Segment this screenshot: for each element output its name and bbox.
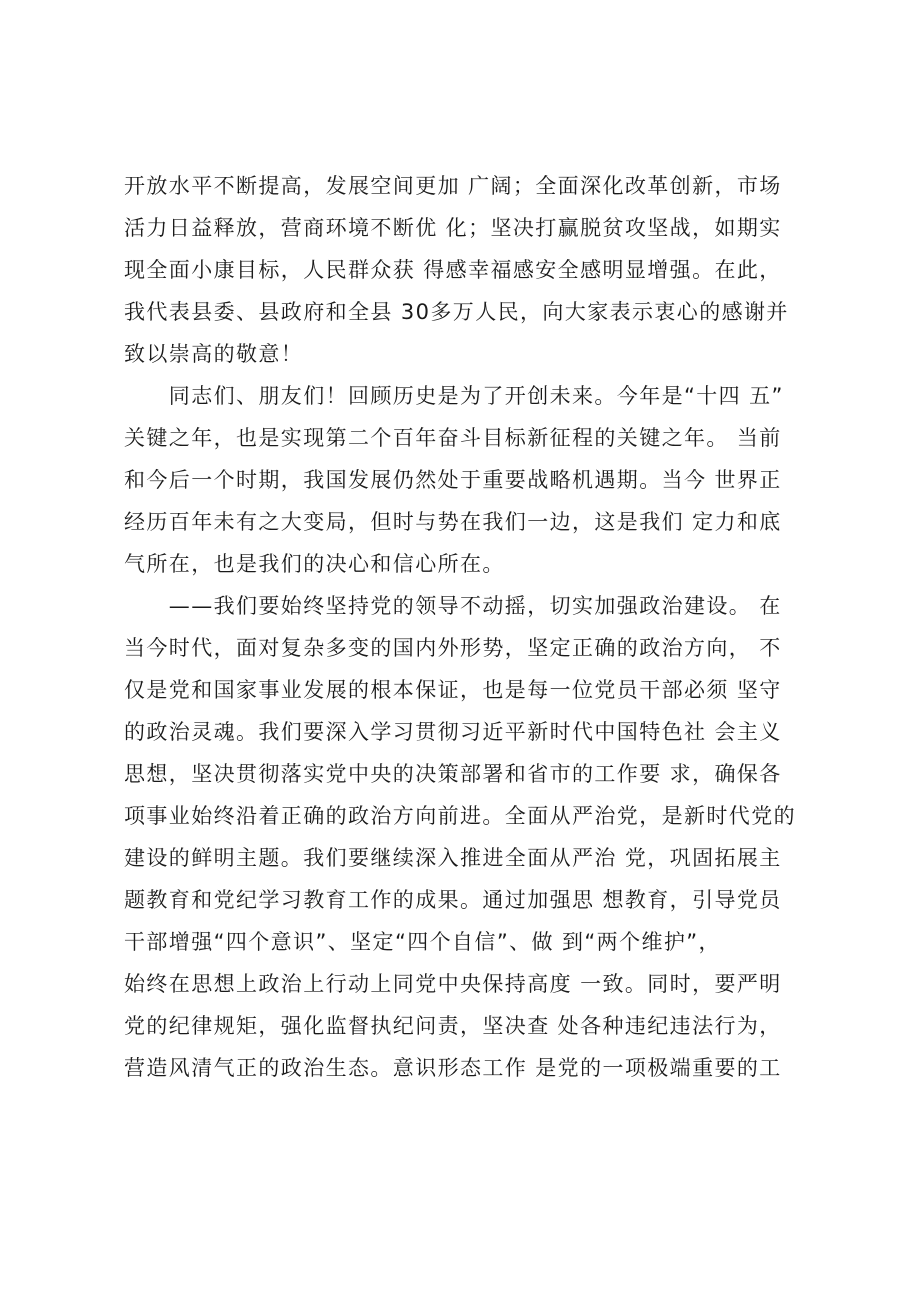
text-line-12: 当今时代，面对复杂多变的国内外形势，坚定正确的政治方向， 不 bbox=[124, 636, 782, 660]
text-line-18: 题教育和党纪学习教育工作的成果。通过加强思 想教育，引导党员 bbox=[124, 888, 782, 912]
body-text bbox=[124, 165, 814, 1089]
text-line-19: 干部增强“四个意识”、坚定“四个自信”、做 到“两个维护”， bbox=[124, 930, 721, 954]
text-line-22: 营造风清气正的政治生态。意识形态工作 是党的一项极端重要的工 bbox=[124, 1056, 782, 1080]
text-line-14: 的政治灵魂。我们要深入学习贯彻习近平新时代中国特色社 会主义 bbox=[124, 720, 782, 744]
text-line-9: 经历百年未有之大变局，但时与势在我们一边，这是我们 定力和底 bbox=[124, 510, 782, 534]
text-line-4: 我代表县委、县政府和全县 30多万人民，向大家表示衷心的感谢并 bbox=[124, 300, 789, 324]
text-line-17: 建设的鲜明主题。我们要继续深入推进全面从严治 党，巩固拓展主 bbox=[124, 846, 782, 870]
text-line-11: ——我们要始终坚持党的领导不动摇，切实加强政治建设。 在 bbox=[124, 594, 782, 618]
text-line-5: 致以崇高的敬意！ bbox=[124, 342, 304, 366]
text-line-20: 始终在思想上政治上行动上同党中央保持高度 一致。同时，要严明 bbox=[124, 972, 782, 996]
text-line-8: 和今后一个时期，我国发展仍然处于重要战略机遇期。当今 世界正 bbox=[124, 468, 782, 492]
text-line-6: 同志们、朋友们！回顾历史是为了开创未来。今年是“十四 五” bbox=[124, 384, 784, 408]
text-line-21: 党的纪律规矩，强化监督执纪问责，坚决查 处各种违纪违法行为， bbox=[124, 1014, 782, 1038]
text-line-2: 活力日益释放，营商环境不断优 化；坚决打赢脱贫攻坚战，如期实 bbox=[124, 216, 782, 240]
text-line-15: 思想，坚决贯彻落实党中央的决策部署和省市的工作要 求，确保各 bbox=[124, 762, 782, 786]
text-line-13: 仅是党和国家事业发展的根本保证，也是每一位党员干部必须 坚守 bbox=[124, 678, 782, 702]
text-line-7: 关键之年，也是实现第二个百年奋斗目标新征程的关键之年。 当前 bbox=[124, 426, 782, 450]
text-line-3: 现全面小康目标，人民群众获 得感幸福感安全感明显增强。在此， bbox=[124, 258, 782, 282]
text-line-10: 气所在，也是我们的决心和信心所在。 bbox=[124, 552, 505, 576]
text-line-1: 开放水平不断提高，发展空间更加 广阔；全面深化改革创新，市场 bbox=[124, 174, 782, 198]
text-line-16: 项事业始终沿着正确的政治方向前进。全面从严治党，是新时代党的 bbox=[124, 804, 796, 828]
